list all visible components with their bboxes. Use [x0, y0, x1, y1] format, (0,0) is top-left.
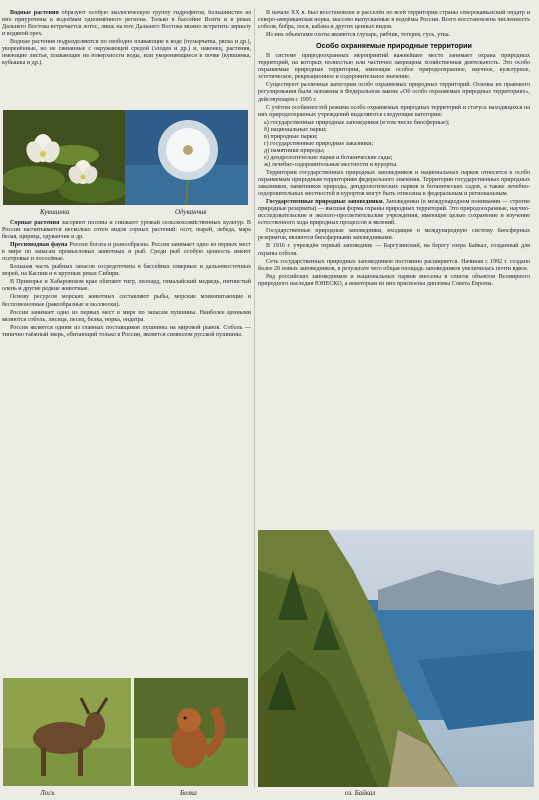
paragraph: Государственные природные заповедники, входящие в международную систему биосферных резерватов, являются биосферными заповедниками.: [258, 228, 530, 242]
squirrel-photo: [134, 678, 248, 786]
section-title: Особо охраняемые природные территории: [316, 41, 472, 51]
zapovedniki-text: Заповедники (в международном понимании — строгие природные резерваты) — высшая форма охраны природных территорий. Это природоохранные, научно-исследовательские и эколого-просветительские учреждения, имеющие целью сохранение и изучение естественного хода природных процессов и явлений.: [258, 199, 530, 227]
paragraph: Ряд российских заповедников и национальных парков внесены в список объектов Всемирного природного наследия ЮНЕСКО, а некоторым из них присвоены дипломы Совета Европы.: [258, 273, 530, 287]
fauna-text: России богата и разнообразна. Россия занимает одно из первых мест в мире по запасам промысловых животных и рыб. Среди рыб особую ценность имеют осетровые и лососёвые.: [2, 242, 251, 263]
paragraph: С учётом особенностей режима особо охраняемых природных территорий и статуса находящихся на них природоохранных учреждений выделяются следующие категории:: [258, 104, 530, 118]
intro-text: образуют особую экологическую группу гидрофитов, большинство из них приурочены к водоёмам одноимённого региона. Только в бассейне Волги и в реках Дальнего Востока встречается лотос, лишь на юге Дальнего Востока можно встретить эвриалу и водяной орех.: [2, 10, 251, 38]
weeds-text: засоряют посевы и снижают урожай сельскохозяйственных культур. В России насчитывается несколько сотен видов сорных растений: осот, пырей, лебеда, марь белая, щирица, одуванчик и др.: [2, 220, 251, 241]
paragraph: В 1916 г. учреждён первый заповедник — Баргузинский, на берегу озера Байкал, созданный для охраны соболя.: [258, 243, 530, 257]
category-list: [258, 120, 530, 169]
paragraph: В системе природоохранных мероприятий важнейшее место занимает охрана природных территорий, на которых полностью или частично запрещена хозяйственная деятельность. Это особо охраняемые природные территории, имеющие особое природоохранное, научное, культурное, эстетическое, рекреационное и оздоровительное значение.: [258, 53, 530, 81]
paragraph: Водные растения подразделяются по свободно плавающие в воде (пузырчатка, ряска и др.), укоренённые, но не связанные с окружающей средой (элодея и др.) и, наконец, растения, имеющие листья, плавающие на поверхности воды, или укореняющиеся в почве (кувшинка, кубышка и др.).: [2, 39, 251, 67]
elk-image: [3, 678, 131, 786]
paragraph: В начале XX в. был восстановлен и расселён по всей территории страны северокавказский ондатр и северо-американская норка, массово выпускаемые в водоёмы России. Всего восстановлена численность соболя, бобра, лося, кабана и других ценных видов.: [258, 10, 530, 31]
squirrel-image: [134, 678, 248, 786]
zapovedniki-heading: Государственные природные заповедники.: [266, 199, 385, 206]
list-item: а) государственные природные заповедники (в том числе биосферные);: [264, 119, 450, 126]
list-item: б) национальные парки;: [264, 126, 327, 133]
paragraph: Россия занимает одно из первых мест в мире по запасам пушнины. Наиболее ценными являются соболь, лисица, песец, белка, норка, ондатра.: [2, 309, 251, 323]
list-item: г) государственные природные заказники;: [264, 140, 374, 147]
weeds-heading: Сорные растения: [10, 220, 60, 226]
baikal-image: [258, 530, 534, 787]
fauna-heading: Пресноводная фауна: [10, 242, 68, 249]
caption-squirrel: Белка: [180, 789, 197, 797]
plants-photo: [3, 110, 248, 205]
paragraph: Территории государственных природных заповедников и национальных парков относятся к особо охраняемым природным территориям федерального значения. Территории государственных природных заказников, памятников природы, дендрологических парков и ботанических садов, а также лечебно-оздоровительных местностей и курортов могут быть отнесены к федеральным и региональным.: [258, 169, 530, 198]
paragraph: Россия является одним из главных поставщиков пушнины на мировой рынок. Соболь — типично таёжный зверь, обитающий только в России, является символом русской пушнины.: [2, 324, 251, 338]
baikal-photo: [258, 530, 534, 787]
list-item: е) дендрологические парки и ботанические сады;: [264, 154, 393, 161]
caption-dandelion: Одуванчик: [175, 208, 207, 216]
intro-paragraph: [2, 10, 251, 38]
list-item: в) природные парки;: [264, 133, 318, 140]
elk-photo: [3, 678, 131, 786]
paragraph: Существуют различные категории особо охраняемых природных территорий. Основы их правового регулирования были заложены в Федеральном законе «Об особо охраняемых природных территориях», действующем с 1995 г.: [258, 82, 530, 103]
list-item: д) памятники природы;: [264, 147, 325, 154]
caption-water-lily: Кувшинка: [40, 208, 70, 216]
paragraph: Большая часть рыбных запасов сосредоточена в бассейнах северных и дальневосточных морей, на Каспии и в крупных реках Сибири.: [2, 264, 251, 278]
right-column: [258, 10, 530, 520]
left-column-main: [2, 220, 251, 666]
list-item: ж) лечебно-оздоровительные местности и курорты.: [264, 161, 398, 168]
paragraph: Основу ресурсов морских животных составляют рыбы, морские млекопитающие и беспозвоночные (ракообразные и моллюски).: [2, 294, 251, 308]
column-divider: [254, 8, 255, 788]
zapovedniki-paragraph: [258, 199, 530, 227]
left-column-top: [2, 10, 251, 110]
fauna-paragraph: [2, 242, 251, 263]
weeds-paragraph: [2, 220, 251, 241]
caption-baikal: оз. Байкал: [345, 789, 376, 797]
intro-heading: Водные растения: [10, 10, 59, 16]
plants-figure: [3, 110, 248, 205]
paragraph: Сеть государственных природных заповедников постоянно расширяется. Начиная с 1992 г. создано более 20 новых заповедников, в результате чего общая площадь заповедников увеличилась почти вдвое.: [258, 258, 530, 272]
paragraph: Из них объектами охоты являются глухарь, рябчик, тетерев, гусь, утка.: [266, 32, 451, 39]
caption-elk: Лось: [40, 789, 55, 797]
paragraph: В Приморье и Хабаровском крае обитают тигр, леопард, гималайский медведь, пятнистый олень и другие редкие животные.: [2, 279, 251, 293]
